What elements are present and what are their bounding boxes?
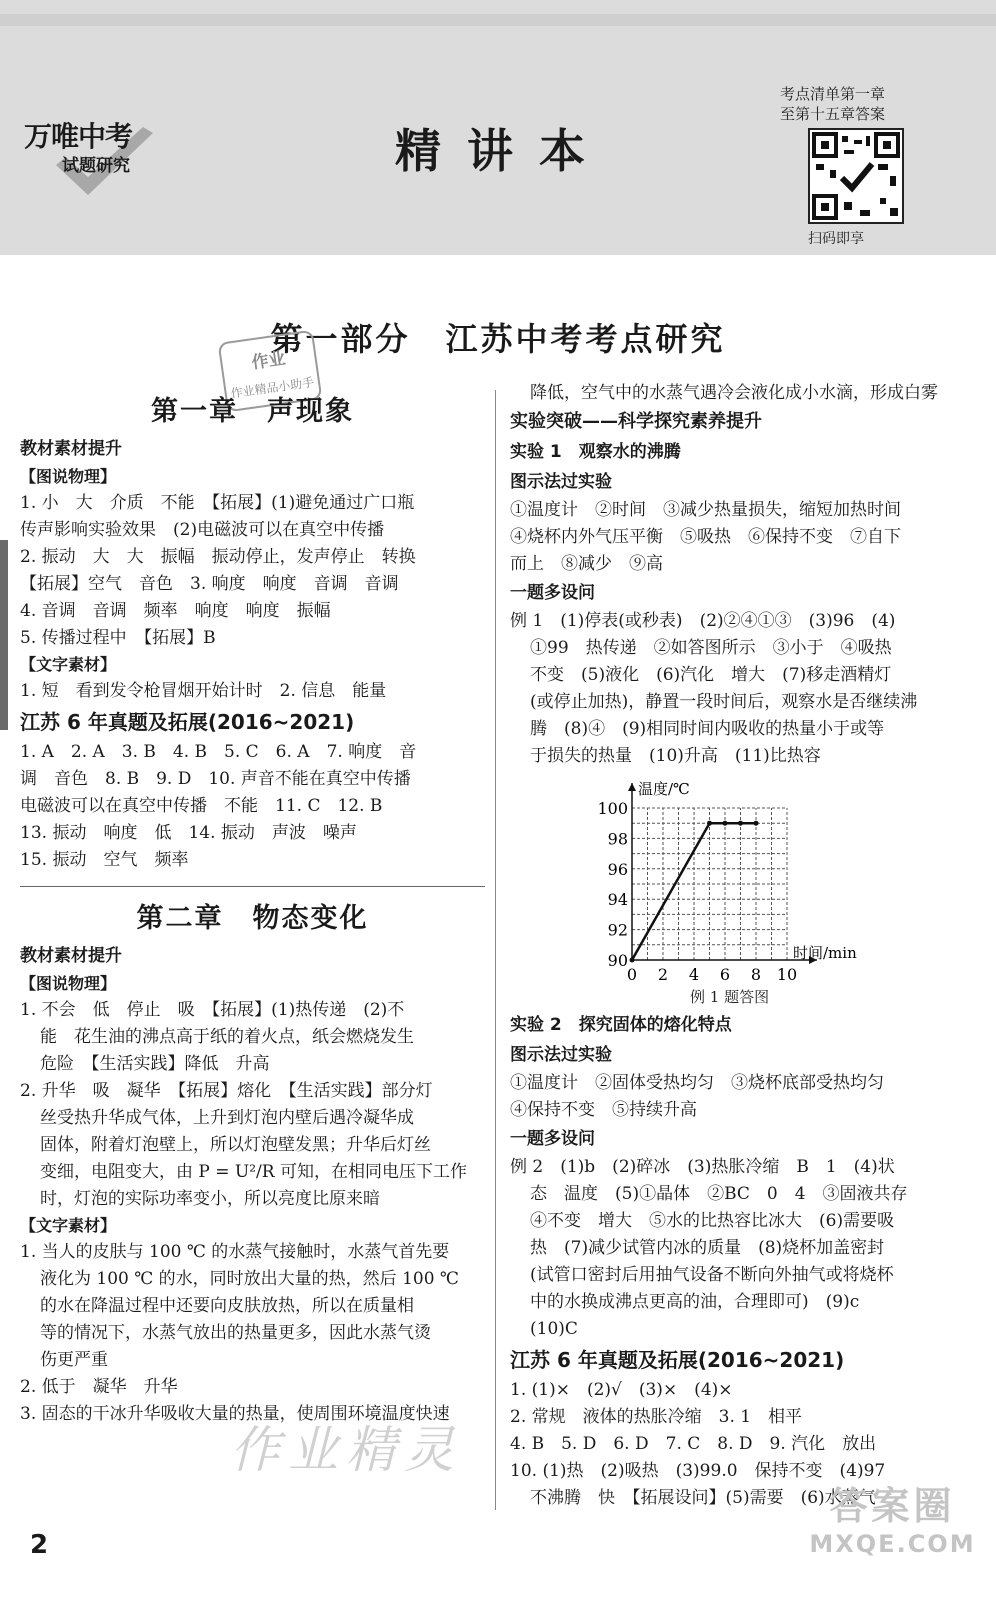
answer-line: 能 花生油的沸点高于纸的着火点，纸会燃烧发生	[40, 1027, 414, 1047]
section-heading: 实验突破——科学探究素养提升	[510, 411, 762, 432]
chart-svg	[510, 770, 980, 985]
answer-line: 1. 短 看到发令枪冒烟开始计时 2. 信息 能量	[20, 681, 387, 701]
answer-line: 1. A 2. A 3. B 4. B 5. C 6. A 7. 响度 音	[20, 742, 417, 762]
answer-line: 降低，空气中的水蒸气遇冷会液化成小水滴，形成白雾	[530, 383, 938, 403]
data-point	[723, 821, 728, 826]
answer-line: 4. 音调 音调 频率 响度 响度 振幅	[20, 601, 331, 621]
data-point	[630, 958, 635, 963]
site-watermark	[805, 1475, 980, 1585]
data-point	[738, 821, 743, 826]
chapter-title: 第二章 物态变化	[136, 903, 369, 934]
subsection-heading: 图示法过实验	[510, 1045, 612, 1065]
answer-line: 1. 不会 低 停止 吸 【拓展】(1)热传递 (2)不	[20, 1000, 405, 1020]
stamp-line: 作业精品小助手	[229, 375, 315, 401]
y-tick-label: 96	[607, 859, 628, 879]
y-tick-label: 98	[607, 829, 628, 849]
section-heading: 教材素材提升	[20, 946, 122, 966]
part-title: 第一部分 江苏中考考点研究	[270, 320, 726, 358]
answer-line: 2. 升华 吸 凝华 【拓展】熔化 【生活实践】部分灯	[20, 1081, 433, 1101]
page-number: 2	[30, 1530, 49, 1560]
answer-line: 态 温度 (5)①晶体 ②BC 0 4 ③固液共存	[530, 1184, 908, 1204]
answer-line: 时，灯泡的实际功率变小，所以亮度比原来暗	[40, 1189, 380, 1209]
answer-line: ①温度计 ②时间 ③减少热量损失，缩短加热时间	[510, 500, 901, 520]
answer-line: 等的情况下，水蒸气放出的热量更多，因此水蒸气烫	[40, 1323, 431, 1343]
boiling-chart	[510, 770, 980, 1010]
subsection-tag: 【图说物理】	[20, 467, 117, 486]
section-heading: 江苏 6 年真题及拓展(2016~2021)	[20, 710, 355, 734]
answer-line: 【拓展】空气 音色 3. 响度 响度 音调 音调	[20, 574, 399, 594]
page-title: 精讲本	[395, 124, 611, 178]
header-stripe	[0, 14, 996, 26]
answer-line: ④不变 增大 ⑤水的比热容比冰大 (6)需要吸	[530, 1211, 895, 1231]
left-column	[20, 390, 485, 1428]
x-axis-label: 时间/min	[793, 944, 857, 962]
experiment-heading: 实验 2 探究固体的熔化特点	[510, 1015, 732, 1035]
section-heading: 江苏 6 年真题及拓展(2016~2021)	[510, 1348, 845, 1372]
answer-line: 1. 小 大 介质 不能 【拓展】(1)避免通过广口瓶	[20, 493, 415, 513]
y-tick-label: 100	[597, 799, 628, 818]
right-column	[510, 380, 980, 1512]
answer-line: 固体，附着灯泡壁上，所以灯泡壁发黑；升华后灯丝	[40, 1135, 431, 1155]
answer-line: 2. 振动 大 大 振幅 振动停止，发声停止 转换	[20, 547, 416, 567]
answer-line: 调 音色 8. B 9. D 10. 声音不能在真空中传播	[20, 769, 411, 789]
answer-line: 2. 低于 凝华 升华	[20, 1377, 178, 1397]
stamp-line: 作业	[250, 348, 287, 374]
x-tick-label: 0	[626, 965, 638, 984]
answer-line: (或停止加热)，静置一段时间后，观察水是否继续沸	[530, 692, 918, 712]
answer-line: 伤更严重	[40, 1350, 108, 1370]
y-tick-label: 90	[607, 951, 628, 970]
logo-main-text: 万唯中考	[24, 120, 133, 153]
chapter-title: 第一章 声现象	[151, 396, 354, 427]
answer-line: 1. (1)× (2)√ (3)× (4)×	[510, 1380, 733, 1400]
answer-line: 1. 当人的皮肤与 100 ℃ 的水蒸气接触时，水蒸气首先要	[20, 1242, 450, 1262]
answer-line: 不变 (5)液化 (6)汽化 增大 (7)移走酒精灯	[530, 665, 892, 685]
y-tick-label: 92	[607, 920, 628, 940]
qr-code[interactable]	[808, 128, 904, 224]
answer-line: 丝受热升华成气体，上升到灯泡内壁后遇冷凝华成	[40, 1108, 414, 1128]
logo-sub-text: 试题研究	[62, 156, 130, 176]
x-tick-label: 6	[719, 965, 731, 984]
experiment-heading: 实验 1 观察水的沸腾	[510, 442, 681, 462]
page-header	[0, 0, 996, 255]
data-point	[707, 821, 712, 826]
answer-line: ①温度计 ②固体受热均匀 ③烧杯底部受热均匀	[510, 1073, 884, 1093]
y-axis-label: 温度/℃	[638, 780, 690, 798]
subsection-heading: 一题多设问	[510, 1129, 595, 1149]
answer-line: 15. 振动 空气 频率	[20, 850, 189, 870]
answer-line: 5. 传播过程中 【拓展】B	[20, 628, 216, 648]
answer-line: 例 2 (1)b (2)碎冰 (3)热胀冷缩 B 1 (4)状	[510, 1157, 895, 1177]
x-tick-label: 4	[688, 965, 700, 984]
subsection-tag: 【图说物理】	[20, 974, 117, 993]
answer-line: 于损失的热量 (10)升高 (11)比热容	[530, 746, 821, 766]
answer-line: 13. 振动 响度 低 14. 振动 声波 噪声	[20, 823, 357, 843]
x-tick-label: 8	[750, 965, 762, 984]
answer-line: 液化为 100 ℃ 的水，同时放出大量的热，然后 100 ℃	[40, 1269, 459, 1289]
x-tick-label: 2	[657, 965, 669, 984]
answer-line: 传声影响实验效果 (2)电磁波可以在真空中传播	[20, 520, 385, 540]
answer-line: 而上 ⑧减少 ⑨高	[510, 554, 663, 574]
chart-caption: 例 1 题答图	[690, 988, 770, 1006]
column-divider	[495, 390, 496, 1510]
answer-line: 腾 (8)④ (9)相同时间内吸收的热量小于或等	[530, 719, 885, 739]
brand-logo	[18, 105, 158, 215]
chapter-divider	[20, 886, 485, 887]
qr-code-icon	[810, 130, 902, 222]
y-axis-arrow-icon	[628, 783, 636, 791]
answer-line: 变细，电阻变大，由 P = U²/R 可知，在相同电压下工作	[40, 1162, 467, 1182]
qr-caption	[780, 84, 930, 124]
section-heading: 教材素材提升	[20, 439, 122, 459]
watermark: 作业精灵	[230, 1421, 462, 1479]
answer-line: (10)C	[530, 1319, 578, 1339]
answer-line: 例 1 (1)停表(或秒表) (2)②④①③ (3)96 (4)	[510, 611, 896, 631]
data-point	[754, 821, 759, 826]
qr-caption-line: 考点清单第一章	[780, 85, 886, 103]
answer-line: (试管口密封后用抽气设备不断向外抽气或将烧杯	[530, 1265, 894, 1285]
subsection-tag: 【文字素材】	[20, 1216, 117, 1235]
answer-line: 2. 常规 液体的热胀冷缩 3. 1 相平	[510, 1407, 803, 1427]
answer-line: 中的水换成沸点更高的油，合理即可) (9)c	[530, 1292, 860, 1312]
answer-line: 3. 固态的干冰升华吸收大量的热量，使周围环境温度快速	[20, 1404, 450, 1424]
answer-line: ④保持不变 ⑤持续升高	[510, 1100, 697, 1120]
answer-line: 的水在降温过程中还要向皮肤放热，所以在质量相	[40, 1296, 414, 1316]
subsection-heading: 图示法过实验	[510, 472, 612, 492]
side-tab	[0, 540, 8, 730]
answer-line: 不沸腾 快 【拓展设问】(5)需要 (6)水蒸气	[530, 1488, 876, 1508]
answer-line: 电磁波可以在真空中传播 不能 11. C 12. B	[20, 796, 383, 816]
answer-line: 热 (7)减少试管内冰的质量 (8)烧杯加盖密封	[530, 1238, 885, 1258]
answer-line: ④烧杯内外气压平衡 ⑤吸热 ⑥保持不变 ⑦自下	[510, 527, 901, 547]
answer-line: 10. (1)热 (2)吸热 (3)99.0 保持不变 (4)97	[510, 1461, 886, 1481]
subsection-heading: 一题多设问	[510, 583, 595, 603]
site-watermark-name: 答案圈	[829, 1484, 956, 1528]
answer-line: 危险 【生活实践】降低 升高	[40, 1054, 270, 1074]
qr-scan-label: 扫码即享	[808, 231, 864, 247]
subsection-tag: 【文字素材】	[20, 655, 117, 674]
x-tick-label: 10	[776, 965, 798, 984]
site-watermark-url: MXQE.COM	[809, 1530, 976, 1558]
qr-caption-line: 至第十五章答案	[780, 105, 886, 123]
answer-line: 4. B 5. D 6. D 7. C 8. D 9. 汽化 放出	[510, 1434, 877, 1454]
y-tick-label: 94	[607, 890, 628, 910]
answer-line: ①99 热传递 ②如答图所示 ③小于 ④吸热	[530, 638, 892, 658]
